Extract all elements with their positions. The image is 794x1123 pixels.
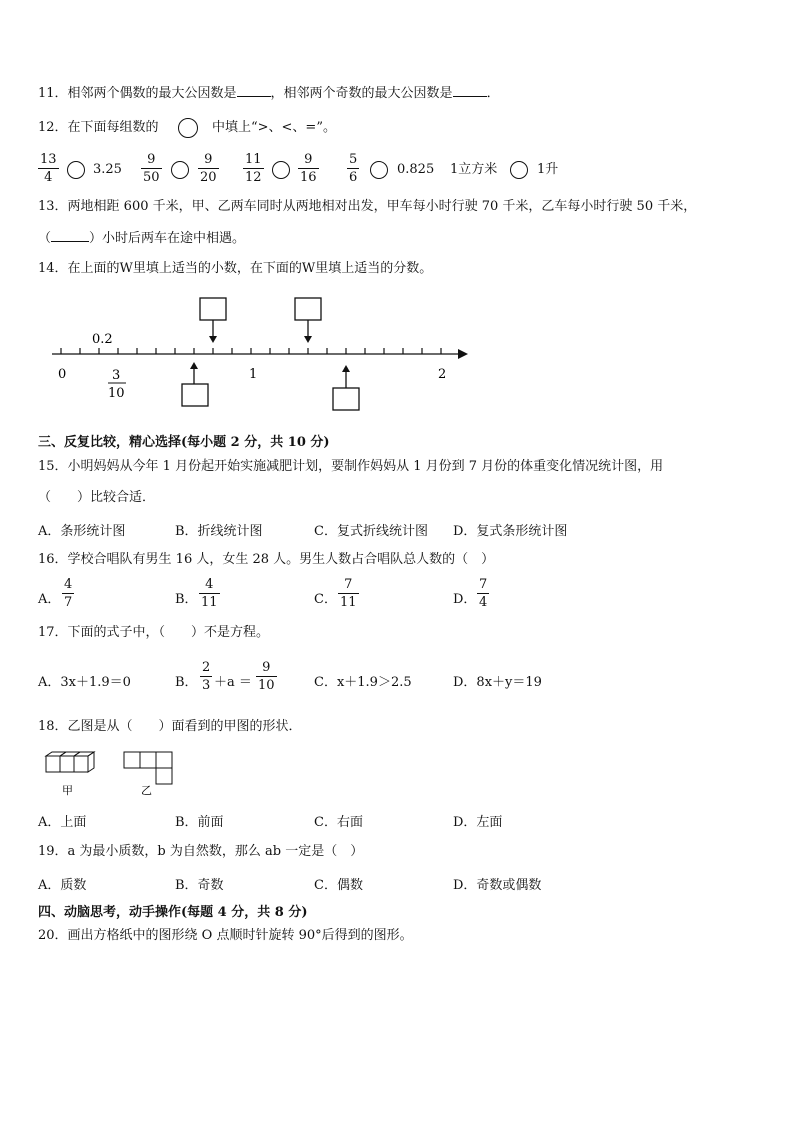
q12-item3-circle[interactable] [272,161,290,179]
question-19: 19．a 为最小质数，b 为自然数，那么 ab 一定是（ ） [38,844,364,859]
label-fraction-num: 3 [112,368,121,383]
q12-item3-right-fraction: 9 16 [300,152,317,185]
q17-option-b-label[interactable]: B． [175,675,198,690]
q16-option-d-label[interactable]: D． [453,592,477,607]
q12-prompt-circle [178,118,198,138]
q19-option-c[interactable]: C．偶数 [314,878,363,893]
label-1: 1 [249,367,258,382]
q18-option-c[interactable]: C．右面 [314,815,363,830]
question-15-line2: （ ）比较合适． [38,490,156,505]
q11-text-b: ，相邻两个奇数的最大公因数是 [270,86,453,101]
q12-item4-fraction: 5 6 [349,152,358,185]
top-arrowhead-1 [209,336,217,343]
q16-option-b-fraction[interactable]: 4 11 [201,577,218,610]
q12-item2-right-fraction: 9 20 [200,152,217,185]
q12-item4-circle[interactable] [370,161,388,179]
top-answer-box-1 [200,298,226,320]
q12-text-a: 12．在下面每组数的 [38,120,159,135]
label-yi: 乙 [141,784,152,797]
top-answer-box-2 [295,298,321,320]
q17-option-b-mid[interactable]: ＋a ＝ [214,675,252,690]
question-13-line2: （ ）小时后两车在途中相遇。 [38,231,246,246]
q17-option-b-fraction-1[interactable]: 2 3 [202,660,211,693]
question-14: 14．在上面的W里填上适当的小数，在下面的W里填上适当的分数。 [38,261,433,276]
section-3-title: 三、反复比较，精心选择(每小题 2 分，共 10 分) [38,435,330,450]
q15-option-d[interactable]: D．复式条形统计图 [453,524,568,539]
q16-option-c-label[interactable]: C． [314,592,337,607]
bottom-answer-box-2 [333,388,359,410]
q12-item1-circle[interactable] [67,161,85,179]
q12-item4-right: 0.825 [397,162,435,177]
q12-item5-right: 1升 [537,162,559,177]
q12-prompt-tail [212,119,336,137]
q19-option-a[interactable]: A．质数 [38,878,87,893]
q12-item3-left-fraction: 11 12 [245,152,262,185]
section-4-title: 四、动脑思考，动手操作(每题 4 分，共 8 分) [38,905,308,920]
q15-option-a[interactable]: A．条形统计图 [38,524,126,539]
q12-item1-fraction: 13 4 [40,152,57,185]
q16-option-a-fraction[interactable]: 4 7 [64,577,73,610]
cube-figures [40,748,190,800]
label-0: 0 [58,367,67,382]
question-11 [38,84,500,103]
number-line-figure [40,290,480,415]
q19-option-d[interactable]: D．奇数或偶数 [453,878,542,893]
q12-item1-right: 3.25 [93,162,122,177]
q19-option-b[interactable]: B．奇数 [175,878,224,893]
square-figure-yi [124,752,172,784]
q12-item2-circle[interactable] [171,161,189,179]
q11-text-a: 11．相邻两个偶数的最大公因数是 [38,86,237,101]
bottom-answer-box-1 [182,384,208,406]
q15-option-c[interactable]: C．复式折线统计图 [314,524,428,539]
q18-option-d[interactable]: D．左面 [453,815,503,830]
question-16: 16．学校合唱队有男生 16 人，女生 28 人。男生人数占合唱队总人数的（ ） [38,552,495,567]
q16-option-b-label[interactable]: B． [175,592,198,607]
q17-option-d[interactable]: D．8x＋y＝19 [453,675,542,690]
q12-text-b: 中填上“>、<、=”。 [212,120,336,135]
q16-option-d-fraction[interactable]: 7 4 [479,577,488,610]
q11-text-c: ． [486,86,500,101]
top-arrowhead-2 [304,336,312,343]
label-fraction-den: 10 [108,386,125,401]
axis-ticks [61,348,441,354]
q17-option-a[interactable]: A．3x＋1.9＝0 [38,675,131,690]
q17-option-c[interactable]: C．x＋1.9＞2.5 [314,675,412,690]
question-15-line1: 15．小明妈妈从今年 1 月份起开始实施减肥计划，要制作妈妈从 1 月份到 7 月份的体重变化情况统计图，用 [38,459,664,474]
label-0-2: 0.2 [92,332,113,347]
q12-item5-circle[interactable] [510,161,528,179]
q13-blank[interactable] [51,229,89,242]
question-18: 18．乙图是从（ ）面看到的甲图的形状． [38,719,302,734]
question-13-line1: 13．两地相距 600 千米，甲、乙两车同时从两地相对出发，甲车每小时行驶 70 千米，乙车每小时行驶 50 千米， [38,199,697,214]
q12-item5-left: 1立方米 [450,162,498,177]
label-2: 2 [438,367,447,382]
bottom-arrowhead-1 [190,362,198,369]
q11-blank-2[interactable] [453,84,487,97]
question-20: 20．画出方格纸中的图形绕 O 点顺时针旋转 90°后得到的图形。 [38,928,413,943]
q12-item2-left-fraction: 9 50 [143,152,160,185]
q17-option-b-fraction-2[interactable]: 9 10 [258,660,275,693]
question-17: 17．下面的式子中，（ ）不是方程。 [38,625,270,640]
q18-option-a[interactable]: A．上面 [38,815,87,830]
bottom-arrowhead-2 [342,365,350,372]
label-jia: 甲 [62,784,73,797]
q15-option-b[interactable]: B．折线统计图 [175,524,263,539]
axis-arrowhead [458,349,468,359]
question-12-prompt [38,119,159,137]
q18-option-b[interactable]: B．前面 [175,815,224,830]
q11-blank-1[interactable] [237,84,271,97]
cube-figure-jia [46,752,94,772]
q16-option-c-fraction[interactable]: 7 11 [340,577,357,610]
q16-option-a-label[interactable]: A． [38,592,61,607]
